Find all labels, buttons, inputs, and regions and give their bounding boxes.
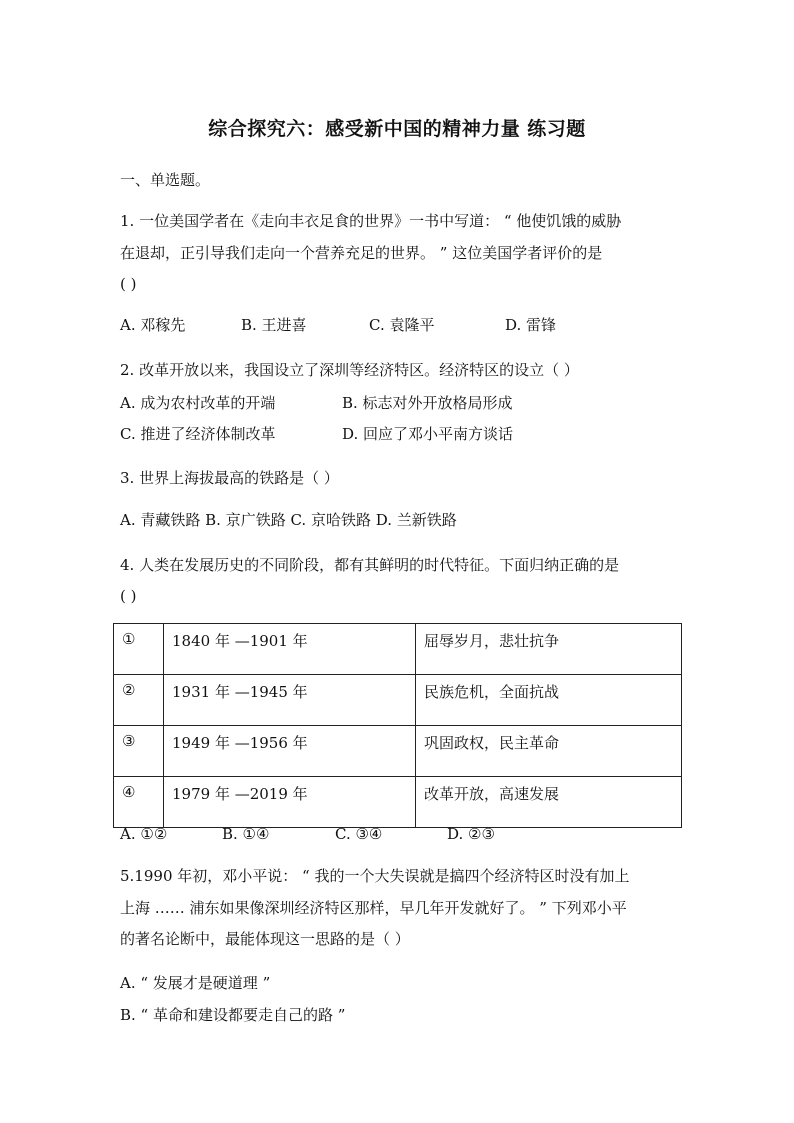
q2-option-d: D. 回应了邓小平南方谈话 [342, 425, 514, 443]
table-cell-period: 1840 年 —1901 年 [164, 624, 416, 675]
q4-option-c: C. ③④ [335, 825, 383, 843]
q4-option-d: D. ②③ [447, 825, 495, 843]
table-row [114, 675, 682, 726]
q1-stem-line1: 1. 一位美国学者在《走向丰衣足食的世界》一书中写道： “ 他使饥饿的威胁 [120, 212, 622, 230]
q4-stem-line1: 4. 人类在发展历史的不同阶段，都有其鲜明的时代特征。下面归纳正确的是 [120, 556, 620, 574]
q4-stem-line2: ( ) [120, 587, 137, 605]
table-cell-period: 1931 年 —1945 年 [164, 675, 416, 726]
q2-option-c: C. 推进了经济体制改革 [120, 425, 276, 443]
table-cell-number: ② [114, 675, 164, 726]
table-cell-number: ③ [114, 726, 164, 777]
table-row [114, 624, 682, 675]
table-cell-period: 1949 年 —1956 年 [164, 726, 416, 777]
q5-stem-line2: 上海 …… 浦东如果像深圳经济特区那样，早几年开发就好了。 ” 下列邓小平 [120, 899, 627, 917]
table-cell-number: ④ [114, 777, 164, 828]
q2-stem: 2. 改革开放以来，我国设立了深圳等经济特区。经济特区的设立（ ） [120, 361, 579, 379]
q1-stem-line3: ( ) [120, 275, 137, 293]
table-row [114, 777, 682, 828]
q2-option-b: B. 标志对外开放格局形成 [342, 394, 513, 412]
q4-table [113, 623, 682, 828]
table-cell-feature: 屈辱岁月，悲壮抗争 [416, 624, 682, 675]
q1-option-a: A. 邓稼先 [120, 316, 186, 334]
q4-option-a: A. ①② [120, 825, 168, 843]
q1-stem-line2: 在退却，正引导我们走向一个营养充足的世界。 ” 这位美国学者评价的是 [120, 244, 603, 262]
q1-option-c: C. 袁隆平 [369, 316, 435, 334]
q5-stem-line3: 的著名论断中，最能体现这一思路的是（ ） [120, 930, 410, 948]
table-row [114, 726, 682, 777]
page-title: 综合探究六：感受新中国的精神力量 练习题 [208, 118, 586, 140]
q4-option-b: B. ①④ [222, 825, 270, 843]
table-cell-feature: 民族危机，全面抗战 [416, 675, 682, 726]
q1-option-d: D. 雷锋 [505, 316, 557, 334]
table-cell-feature: 巩固政权，民主革命 [416, 726, 682, 777]
table-cell-number: ① [114, 624, 164, 675]
q3-stem: 3. 世界上海拔最高的铁路是（ ） [120, 469, 339, 487]
q5-option-a: A. “ 发展才是硬道理 ” [120, 974, 271, 992]
q5-stem-line1: 5.1990 年初，邓小平说： “ 我的一个大失误就是搞四个经济特区时没有加上 [120, 867, 630, 885]
q2-option-a: A. 成为农村改革的开端 [120, 394, 276, 412]
table-cell-period: 1979 年 —2019 年 [164, 777, 416, 828]
section-heading: 一、单选题。 [120, 171, 211, 189]
q3-options: A. 青藏铁路 B. 京广铁路 C. 京哈铁路 D. 兰新铁路 [120, 511, 457, 529]
q5-option-b: B. “ 革命和建设都要走自己的路 ” [120, 1006, 346, 1024]
table-cell-feature: 改革开放，高速发展 [416, 777, 682, 828]
q1-option-b: B. 王进喜 [241, 316, 307, 334]
